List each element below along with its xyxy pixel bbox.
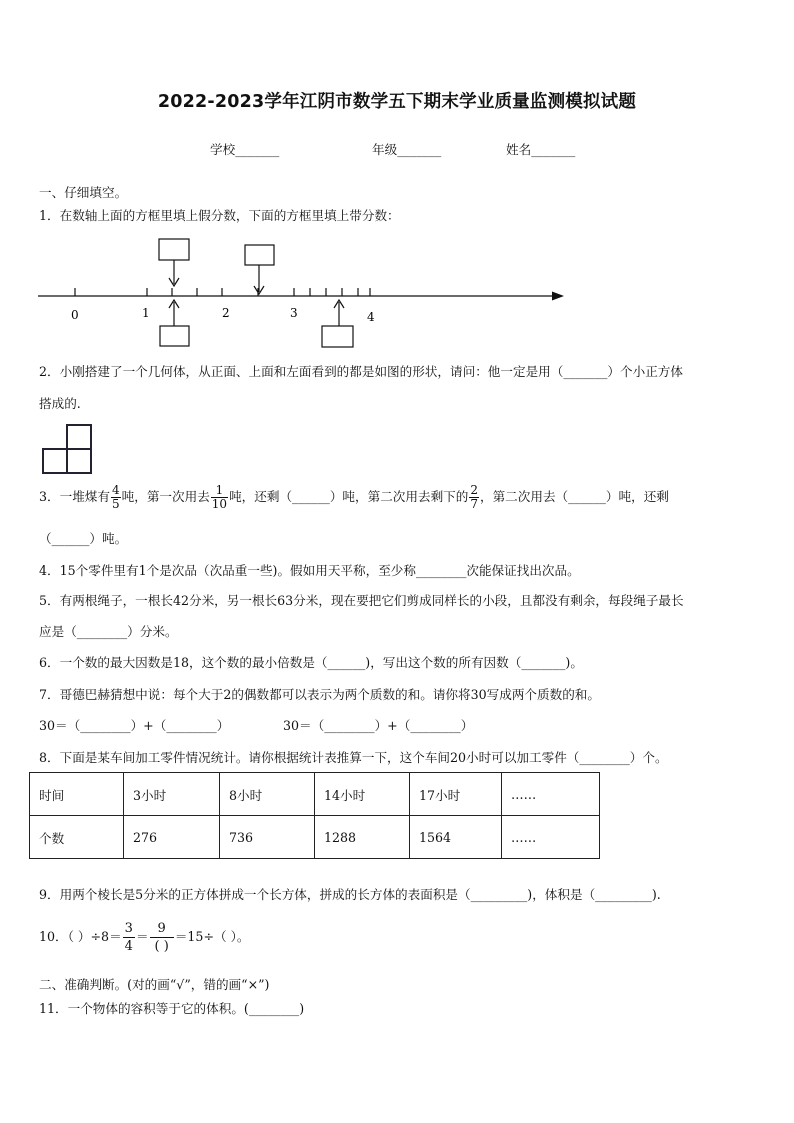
table-row	[30, 773, 600, 816]
answer-box-top-1[interactable]	[159, 239, 189, 260]
question-4: 4．15个零件里有1个是次品（次品重一些)。假如用天平称，至少称________次能保证找出次品。	[39, 563, 580, 578]
arrow-head-icon	[552, 292, 564, 301]
production-table	[29, 772, 600, 859]
question-7: 7．哥德巴赫猜想中说：每个大于2的偶数都可以表示为两个质数的和。请你将30写成两个质数的和。	[39, 687, 600, 702]
table-row	[30, 816, 600, 859]
section-2-heading: 二、准确判断。(对的画“√”，错的画“×”)	[39, 977, 270, 992]
question-6: 6．一个数的最大因数是18，这个数的最小倍数是（______)，写出这个数的所有因数（_______)。	[39, 655, 583, 670]
table-cell: 14小时	[315, 773, 410, 816]
question-5-line-1: 5．有两根绳子，一根长42分米，另一根长63分米，现在要把它们剪成同样长的小段，且都没有剩余，每段绳子最长	[39, 593, 684, 608]
tick-label-3: 3	[290, 306, 298, 320]
question-9: 9．用两个棱长是5分米的正方体拼成一个长方体，拼成的长方体的表面积是（_________)，体积是（_________).	[39, 887, 661, 902]
question-8: 8．下面是某车间加工零件情况统计。请你根据统计表推算一下，这个车间20小时可以加工零件（________）个。	[39, 750, 668, 765]
answer-box-bottom-1[interactable]	[160, 326, 189, 346]
table-cell: ……	[502, 816, 600, 859]
fraction-1-10: $\frac{1}{10}$	[211, 483, 228, 511]
tick-label-1: 1	[142, 306, 150, 320]
cube-view-figure	[40, 424, 96, 476]
question-5-line-2: 应是（________）分米。	[39, 624, 178, 639]
fraction-2-7: $\frac{2}{7}$	[470, 483, 478, 511]
question-2-line-1: 2．小刚搭建了一个几何体，从正面、上面和左面看到的都是如图的形状，请问：他一定是用（_______）个小正方体	[39, 364, 683, 379]
table-cell: ……	[502, 773, 600, 816]
table-cell: 276	[124, 816, 220, 859]
page-title: 2022-2023学年江阴市数学五下期末学业质量监测模拟试题	[157, 92, 637, 112]
question-2-line-2: 搭成的.	[39, 396, 81, 411]
answer-box-bottom-2[interactable]	[322, 326, 353, 347]
question-11: 11．一个物体的容积等于它的体积。(________)	[39, 1001, 305, 1016]
ticks	[75, 288, 370, 296]
tick-label-2: 2	[222, 306, 230, 320]
table-cell: 736	[220, 816, 315, 859]
table-cell: 1564	[410, 816, 502, 859]
table-cell: 时间	[30, 773, 124, 816]
fraction-4-5: $\frac{4}{5}$	[111, 483, 120, 511]
table-cell: 17小时	[410, 773, 502, 816]
school-field: 学校_______	[210, 142, 280, 157]
question-3-line-2: （______）吨。	[39, 531, 128, 546]
name-field: 姓名_______	[506, 142, 576, 157]
question-1: 1．在数轴上面的方框里填上假分数，下面的方框里填上带分数：	[39, 208, 400, 223]
answer-box-top-2[interactable]	[245, 245, 274, 265]
table-cell: 8小时	[220, 773, 315, 816]
grade-field: 年级_______	[372, 142, 442, 157]
number-line-diagram	[0, 230, 600, 350]
tick-label-0: 0	[71, 308, 79, 322]
tick-label-4: 4	[367, 310, 375, 324]
question-3-line-1: 3．一堆煤有 $\frac{4}{5}$ 吨，第一次用去 $\frac{1}{10}$ 吨，还剩（______）吨，第二次用去剩下的 $\frac{2}{7}$ ，第二次用去（______）吨，还剩	[39, 483, 669, 511]
table-cell: 1288	[315, 816, 410, 859]
fraction-9-blank: $\frac{9}{( )}$	[150, 920, 174, 955]
section-1-heading: 一、仔细填空。	[39, 185, 128, 200]
table-cell: 个数	[30, 816, 124, 859]
question-7-equation-1: 30＝（________）+（________）	[39, 718, 230, 733]
fraction-3-4: $\frac{3}{4}$	[124, 921, 133, 954]
question-10: 10．（ ）÷8＝ $\frac{3}{4}$ ＝ $\frac{9}{( )}$ ＝15÷（ ）。	[39, 921, 250, 954]
table-cell: 3小时	[124, 773, 220, 816]
question-7-equation-2: 30＝（________）+（________）	[283, 718, 474, 733]
